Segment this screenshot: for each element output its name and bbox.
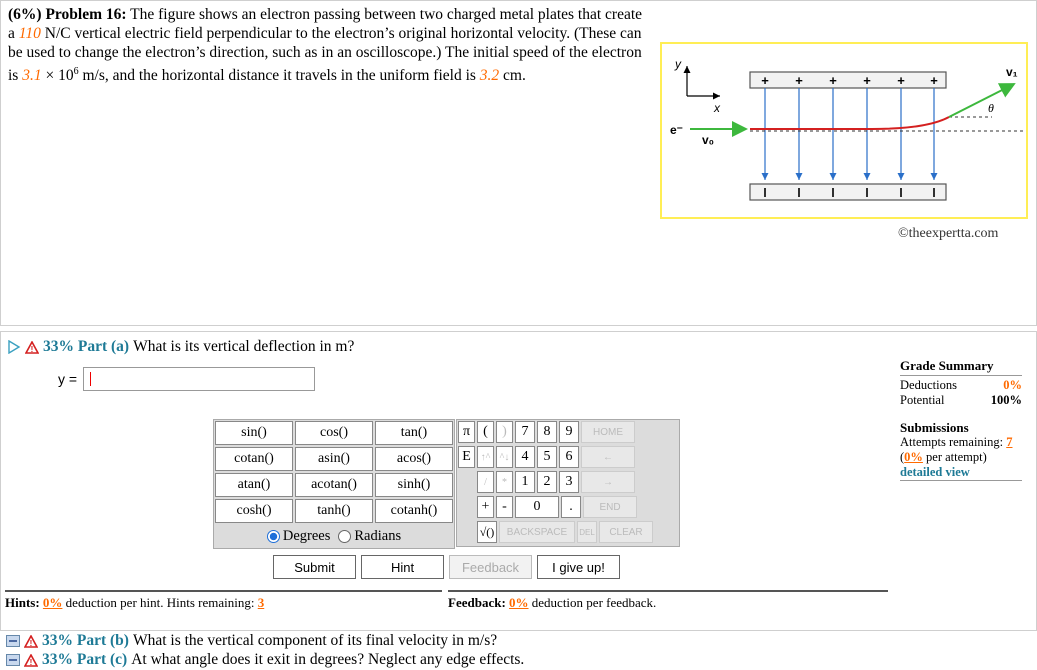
submit-button[interactable]: Submit bbox=[273, 555, 356, 579]
e-key[interactable]: E bbox=[458, 446, 475, 468]
part-c-question: At what angle does it exit in degrees? Neglect any edge effects. bbox=[131, 651, 525, 668]
speed-value: 3.1 bbox=[22, 67, 42, 85]
per-attempt-pct[interactable]: 0% bbox=[904, 450, 923, 464]
digit-4-key[interactable]: 4 bbox=[515, 446, 535, 468]
degrees-label: Degrees bbox=[282, 527, 331, 544]
deductions-row bbox=[900, 378, 1022, 393]
part-b-header[interactable] bbox=[6, 632, 497, 650]
cursor-left-key[interactable]: ← bbox=[581, 446, 635, 468]
give-up-button[interactable]: I give up! bbox=[537, 555, 620, 579]
multiply-key[interactable]: * bbox=[496, 471, 513, 493]
keypad-row bbox=[457, 471, 679, 495]
distance-unit: cm. bbox=[503, 67, 526, 85]
part-a-question: What is its vertical deflection in m? bbox=[133, 338, 355, 355]
y-axis-label: y bbox=[675, 57, 681, 71]
keypad-row bbox=[457, 521, 679, 545]
home-key[interactable]: HOME bbox=[581, 421, 635, 443]
acotan-button[interactable]: acotan() bbox=[295, 473, 373, 497]
figure-drawing bbox=[662, 44, 1026, 217]
hints-label: Hints: bbox=[5, 595, 40, 610]
submissions-panel bbox=[900, 420, 1022, 481]
final-velocity-arrow bbox=[949, 84, 1014, 117]
problem-text-2: N/C vertical electric field perpendicular to the electron’s original horizontal velocity. (These can be used to change the electron’s direction, such as in an oscilloscope.) The initial speed of the electron is bbox=[8, 25, 642, 85]
grade-summary bbox=[900, 358, 1022, 408]
keypad-row bbox=[457, 446, 679, 470]
warning-icon bbox=[25, 341, 39, 354]
left-paren-key[interactable]: ( bbox=[477, 421, 494, 443]
speed-exponent: 6 bbox=[73, 66, 79, 77]
part-c-header[interactable] bbox=[6, 651, 524, 669]
part-c-weight: 33% Part (c) bbox=[42, 651, 128, 668]
radians-label: Radians bbox=[354, 527, 402, 544]
hints-text: deduction per hint. Hints remaining: bbox=[65, 595, 255, 610]
plus-sign: + bbox=[930, 73, 938, 88]
problem-text-3: , and the horizontal distance it travels in the uniform field is bbox=[104, 67, 476, 85]
svg-text:!: ! bbox=[29, 657, 33, 667]
function-row bbox=[214, 446, 454, 472]
blank-key bbox=[458, 521, 475, 543]
part-b-weight: 33% Part (b) bbox=[42, 632, 129, 649]
part-b-question: What is the vertical component of its final velocity in m/s? bbox=[132, 632, 498, 649]
top-plate bbox=[750, 72, 946, 88]
feedback-pct[interactable]: 0% bbox=[509, 595, 529, 610]
delete-key[interactable]: DEL bbox=[577, 521, 597, 543]
keypad-row bbox=[457, 496, 679, 520]
v0-label: v₀ bbox=[702, 133, 715, 147]
keypad-row bbox=[457, 421, 679, 445]
superscript-up-key[interactable]: ↑^ bbox=[477, 446, 494, 468]
function-pad bbox=[213, 419, 455, 549]
cos-button[interactable]: cos() bbox=[295, 421, 373, 445]
sinh-button[interactable]: sinh() bbox=[375, 473, 453, 497]
feedback-label: Feedback: bbox=[448, 595, 506, 610]
plus-sign: + bbox=[795, 73, 803, 88]
clear-key[interactable]: CLEAR bbox=[599, 521, 653, 543]
deductions-label: Deductions bbox=[900, 378, 957, 392]
attempts-label: Attempts remaining: bbox=[900, 435, 1004, 449]
divide-key[interactable]: / bbox=[477, 471, 494, 493]
feedback-button[interactable]: Feedback bbox=[449, 555, 532, 579]
copyright-text: ©theexpertta.com bbox=[898, 226, 999, 241]
potential-value: 100% bbox=[990, 393, 1022, 407]
detailed-view-link[interactable]: detailed view bbox=[900, 465, 1022, 481]
per-attempt-row: (0% per attempt) bbox=[900, 450, 987, 464]
digit-6-key[interactable]: 6 bbox=[559, 446, 579, 468]
plus-key[interactable]: + bbox=[477, 496, 494, 518]
bottom-plate bbox=[750, 184, 946, 200]
part-a-weight: 33% Part (a) bbox=[43, 338, 130, 355]
feedback-text: deduction per feedback. bbox=[531, 595, 657, 610]
text-caret bbox=[90, 372, 91, 386]
cosh-button[interactable]: cosh() bbox=[215, 499, 293, 523]
function-row bbox=[214, 498, 454, 524]
backspace-key[interactable]: BACKSPACE bbox=[499, 521, 575, 543]
digit-1-key[interactable]: 1 bbox=[515, 471, 535, 493]
superscript-down-key[interactable]: ^↓ bbox=[496, 446, 513, 468]
distance-value: 3.2 bbox=[479, 67, 500, 85]
sqrt-key[interactable]: √() bbox=[477, 521, 497, 543]
tanh-button[interactable]: tanh() bbox=[295, 499, 373, 523]
cursor-right-key[interactable]: → bbox=[581, 471, 635, 493]
digit-3-key[interactable]: 3 bbox=[559, 471, 579, 493]
v1-label: v₁ bbox=[1006, 65, 1018, 79]
x-axis-label: x bbox=[714, 101, 720, 115]
plus-sign: + bbox=[863, 73, 871, 88]
theta-label: θ bbox=[988, 101, 994, 115]
radians-radio[interactable] bbox=[338, 530, 351, 543]
atan-button[interactable]: atan() bbox=[215, 473, 293, 497]
collapsed-box-icon[interactable] bbox=[6, 654, 20, 666]
radians-option[interactable] bbox=[338, 528, 401, 545]
hints-pct[interactable]: 0% bbox=[42, 595, 63, 610]
function-row bbox=[214, 472, 454, 498]
acos-button[interactable]: acos() bbox=[375, 447, 453, 471]
asin-button[interactable]: asin() bbox=[295, 447, 373, 471]
degrees-radio[interactable] bbox=[267, 530, 280, 543]
answer-variable-label: y = bbox=[58, 371, 78, 387]
end-key[interactable]: END bbox=[583, 496, 637, 518]
potential-label: Potential bbox=[900, 393, 945, 407]
answer-input[interactable] bbox=[83, 367, 315, 391]
potential-row bbox=[900, 393, 1022, 408]
decimal-key[interactable]: . bbox=[561, 496, 581, 518]
digit-2-key[interactable]: 2 bbox=[537, 471, 557, 493]
keypad bbox=[456, 419, 680, 547]
digit-5-key[interactable]: 5 bbox=[537, 446, 557, 468]
part-a-header bbox=[7, 338, 354, 356]
feedback-bar bbox=[448, 590, 888, 611]
answer-row bbox=[58, 367, 315, 391]
electron-trajectory bbox=[750, 117, 949, 129]
sin-button[interactable]: sin() bbox=[215, 421, 293, 445]
cotanh-button[interactable]: cotanh() bbox=[375, 499, 453, 523]
tan-button[interactable]: tan() bbox=[375, 421, 453, 445]
field-value: 110 bbox=[18, 25, 41, 42]
digit-0-key[interactable]: 0 bbox=[515, 496, 559, 518]
svg-text:!: ! bbox=[29, 638, 33, 648]
speed-multiplier: × 10 bbox=[45, 67, 74, 85]
problem-weight: (6%) bbox=[8, 6, 42, 23]
minus-key[interactable]: - bbox=[496, 496, 513, 518]
per-attempt-text: per attempt) bbox=[926, 450, 987, 464]
function-row bbox=[214, 420, 454, 446]
hints-remaining[interactable]: 3 bbox=[257, 595, 265, 610]
submissions-title: Submissions bbox=[900, 420, 969, 435]
grade-summary-title: Grade Summary bbox=[900, 358, 1022, 376]
collapsed-box-icon[interactable] bbox=[6, 635, 20, 647]
hints-bar bbox=[5, 590, 442, 611]
pi-key[interactable]: π bbox=[458, 421, 475, 443]
plus-sign: + bbox=[761, 73, 769, 88]
angle-mode-row bbox=[214, 524, 454, 548]
digit-7-key[interactable]: 7 bbox=[515, 421, 535, 443]
speed-unit: m/s bbox=[82, 67, 105, 85]
blank-key bbox=[458, 496, 475, 518]
right-paren-key[interactable]: ) bbox=[496, 421, 513, 443]
part-a-panel bbox=[0, 331, 1037, 631]
field-lines bbox=[765, 88, 934, 180]
blank-key bbox=[458, 471, 475, 493]
electron-label: e⁻ bbox=[670, 123, 684, 137]
attempts-row bbox=[900, 435, 1022, 450]
problem-label: Problem 16: bbox=[45, 6, 127, 23]
plus-sign: + bbox=[897, 73, 905, 88]
digit-9-key[interactable]: 9 bbox=[559, 421, 579, 443]
expand-play-icon[interactable] bbox=[7, 340, 21, 354]
degrees-option[interactable] bbox=[267, 528, 331, 545]
warning-icon bbox=[24, 635, 38, 648]
warning-icon bbox=[24, 654, 38, 667]
svg-text:!: ! bbox=[30, 344, 34, 354]
problem-text-1: The figure shows an electron passing between two charged metal plates that create a bbox=[8, 6, 643, 42]
plus-sign: + bbox=[829, 73, 837, 88]
hint-button[interactable]: Hint bbox=[361, 555, 444, 579]
electron-plates-figure bbox=[660, 42, 1028, 219]
deductions-value: 0% bbox=[1003, 378, 1022, 392]
cotan-button[interactable]: cotan() bbox=[215, 447, 293, 471]
attempts-value[interactable]: 7 bbox=[1006, 435, 1013, 449]
digit-8-key[interactable]: 8 bbox=[537, 421, 557, 443]
problem-panel bbox=[0, 0, 1037, 326]
problem-statement bbox=[8, 5, 648, 85]
